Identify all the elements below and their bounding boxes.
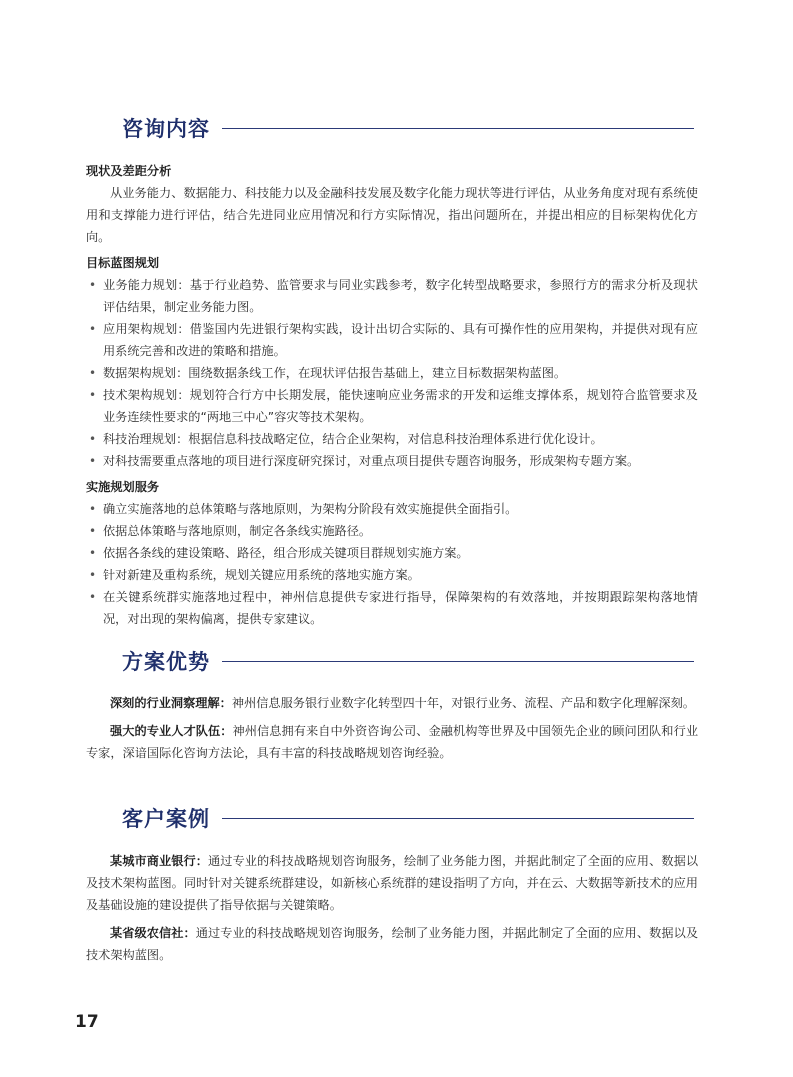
bullet-icon: •	[89, 502, 97, 516]
bullet-icon: •	[89, 322, 97, 336]
section-title: 咨询内容	[122, 117, 210, 141]
paragraph: 某城市商业银行：通过专业的科技战略规划咨询服务，绘制了业务能力图，并据此制定了全面的应用、数据以及技术架构蓝图。同时针对关键系统群建设，如新核心系统群的建设指明了方向，并在云、大数据等新技术的应用及基础设施的建设提供了指导依据与关键策略。	[86, 854, 699, 912]
paragraph: 深刻的行业洞察理解：神州信息服务银行业数字化转型四十年，对银行业务、流程、产品和数字化理解深刻。	[110, 696, 695, 710]
paragraph: 某省级农信社：通过专业的科技战略规划咨询服务，绘制了业务能力图，并据此制定了全面的应用、数据以及技术架构蓝图。	[86, 926, 699, 962]
bullet-list	[86, 498, 698, 630]
section-header-cases	[122, 802, 694, 834]
section-title: 方案优势	[122, 650, 210, 674]
section-divider	[222, 128, 694, 129]
paragraph-lead: 某省级农信社：	[110, 926, 196, 940]
bullet-icon: •	[89, 546, 97, 560]
section-divider	[222, 661, 694, 662]
subsection-title: 目标蓝图规划	[86, 256, 160, 270]
bullet-icon: •	[89, 524, 97, 538]
paragraph-lead: 深刻的行业洞察理解：	[110, 696, 232, 710]
bullet-icon: •	[89, 366, 97, 380]
subsection-title: 实施规划服务	[86, 480, 160, 494]
bullet-icon: •	[89, 432, 97, 446]
list-item: • 技术架构规划：规划符合行方中长期发展，能快速响应业务需求的开发和运维支撑体系，规划符合监管要求及业务连续性要求的“两地三中心”容灾等技术架构。	[86, 384, 698, 428]
list-item: • 应用架构规划：借鉴国内先进银行架构实践，设计出切合实际的、具有可操作性的应用架构，并提供对现有应用系统完善和改进的策略和措施。	[86, 318, 698, 362]
section-header-advantages	[122, 645, 694, 677]
paragraph: 强大的专业人才队伍：神州信息拥有来自中外资咨询公司、金融机构等世界及中国领先企业的顾问团队和行业专家，深谙国际化咨询方法论，具有丰富的科技战略规划咨询经验。	[86, 724, 699, 760]
bullet-icon: •	[89, 278, 97, 292]
list-item: • 确立实施落地的总体策略与落地原则，为架构分阶段有效实施提供全面指引。	[86, 498, 698, 520]
list-item: • 在关键系统群实施落地过程中，神州信息提供专家进行指导，保障架构的有效落地，并按期跟踪架构落地情况，对出现的架构偏离，提供专家建议。	[86, 586, 698, 630]
page-number: 17	[75, 1012, 99, 1032]
list-item: • 数据架构规划：围绕数据条线工作，在现状评估报告基础上，建立目标数据架构蓝图。	[86, 362, 698, 384]
bullet-icon: •	[89, 568, 97, 582]
consulting-content	[86, 160, 698, 630]
list-item: • 依据各条线的建设策略、路径，组合形成关键项目群规划实施方案。	[86, 542, 698, 564]
paragraph-lead: 某城市商业银行：	[110, 854, 209, 868]
section-divider	[222, 818, 694, 819]
paragraph-lead: 强大的专业人才队伍：	[110, 724, 233, 738]
advantages-content	[86, 692, 698, 764]
paragraph: 从业务能力、数据能力、科技能力以及金融科技发展及数字化能力现状等进行评估，从业务角度对现有系统使用和支撑能力进行评估，结合先进同业应用情况和行方实际情况，指出问题所在，并提出相应的目标架构优化方向。	[86, 186, 698, 244]
bullet-icon: •	[89, 388, 97, 402]
list-item: • 对科技需要重点落地的项目进行深度研究探讨，对重点项目提供专题咨询服务，形成架构专题方案。	[86, 450, 698, 472]
section-title: 客户案例	[122, 807, 210, 831]
bullet-icon: •	[89, 454, 97, 468]
cases-content	[86, 850, 698, 966]
list-item: • 业务能力规划：基于行业趋势、监管要求与同业实践参考，数字化转型战略要求，参照行方的需求分析及现状评估结果，制定业务能力图。	[86, 274, 698, 318]
list-item: • 针对新建及重构系统，规划关键应用系统的落地实施方案。	[86, 564, 698, 586]
bullet-icon: •	[89, 590, 97, 604]
list-item: • 依据总体策略与落地原则，制定各条线实施路径。	[86, 520, 698, 542]
section-header-consulting	[122, 112, 694, 144]
bullet-list	[86, 274, 698, 472]
subsection-title: 现状及差距分析	[86, 164, 172, 178]
list-item: • 科技治理规划：根据信息科技战略定位，结合企业架构，对信息科技治理体系进行优化设计。	[86, 428, 698, 450]
